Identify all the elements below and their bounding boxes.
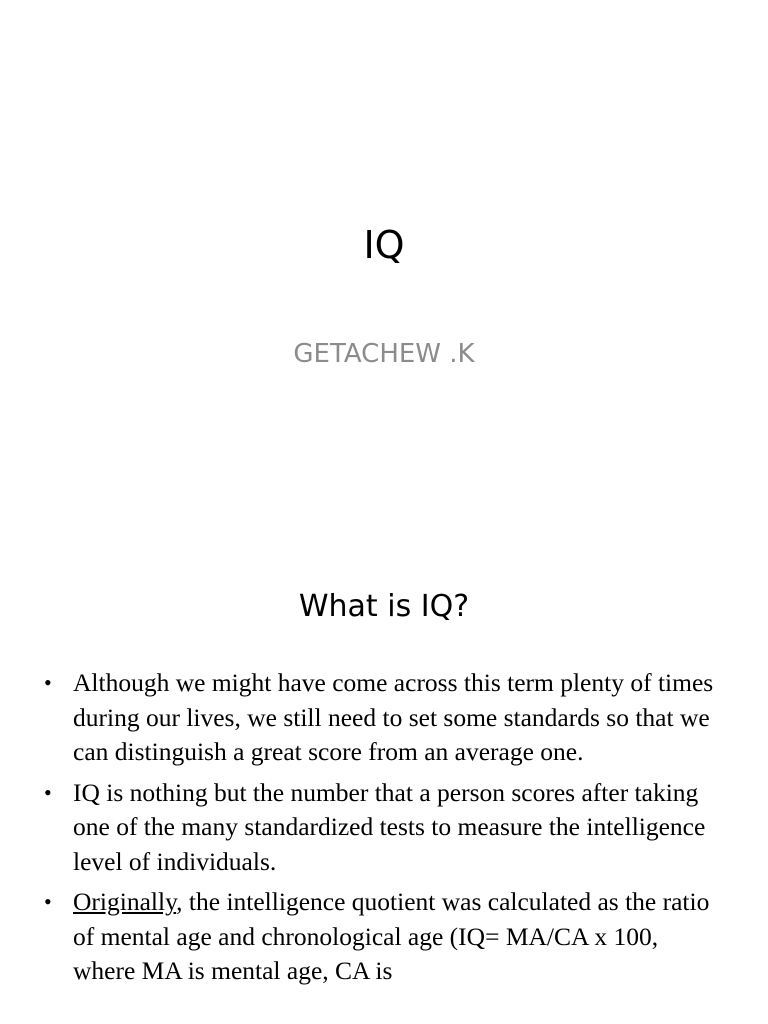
bullet-item [44,776,724,880]
bullet-list [44,666,724,995]
bullet-item [44,885,724,989]
presentation-author: GETACHEW .K [293,339,475,369]
bullet-text: , the intelligence quotient was calculated as the ratio of mental age and chronological age (IQ= MA/CA x 100, where MA is mental age, CA is [73,887,710,985]
content-slide [0,560,768,1024]
presentation-title: IQ [363,223,405,267]
bullet-text: Although we might have come across this term plenty of times during our lives, we still need to set some standards so that we can distinguish a great score from an average one. [73,668,714,766]
bullet-icon: • [44,779,52,805]
bullet-item [44,666,724,770]
bullet-text: IQ is nothing but the number that a person scores after taking one of the many standardized tests to measure the intelligence level of individuals. [73,777,706,876]
bullet-icon: • [44,670,52,695]
bullet-underlined-word: Originally [73,887,177,916]
bullet-icon: • [44,889,52,914]
slide-title: What is IQ? [298,589,470,624]
